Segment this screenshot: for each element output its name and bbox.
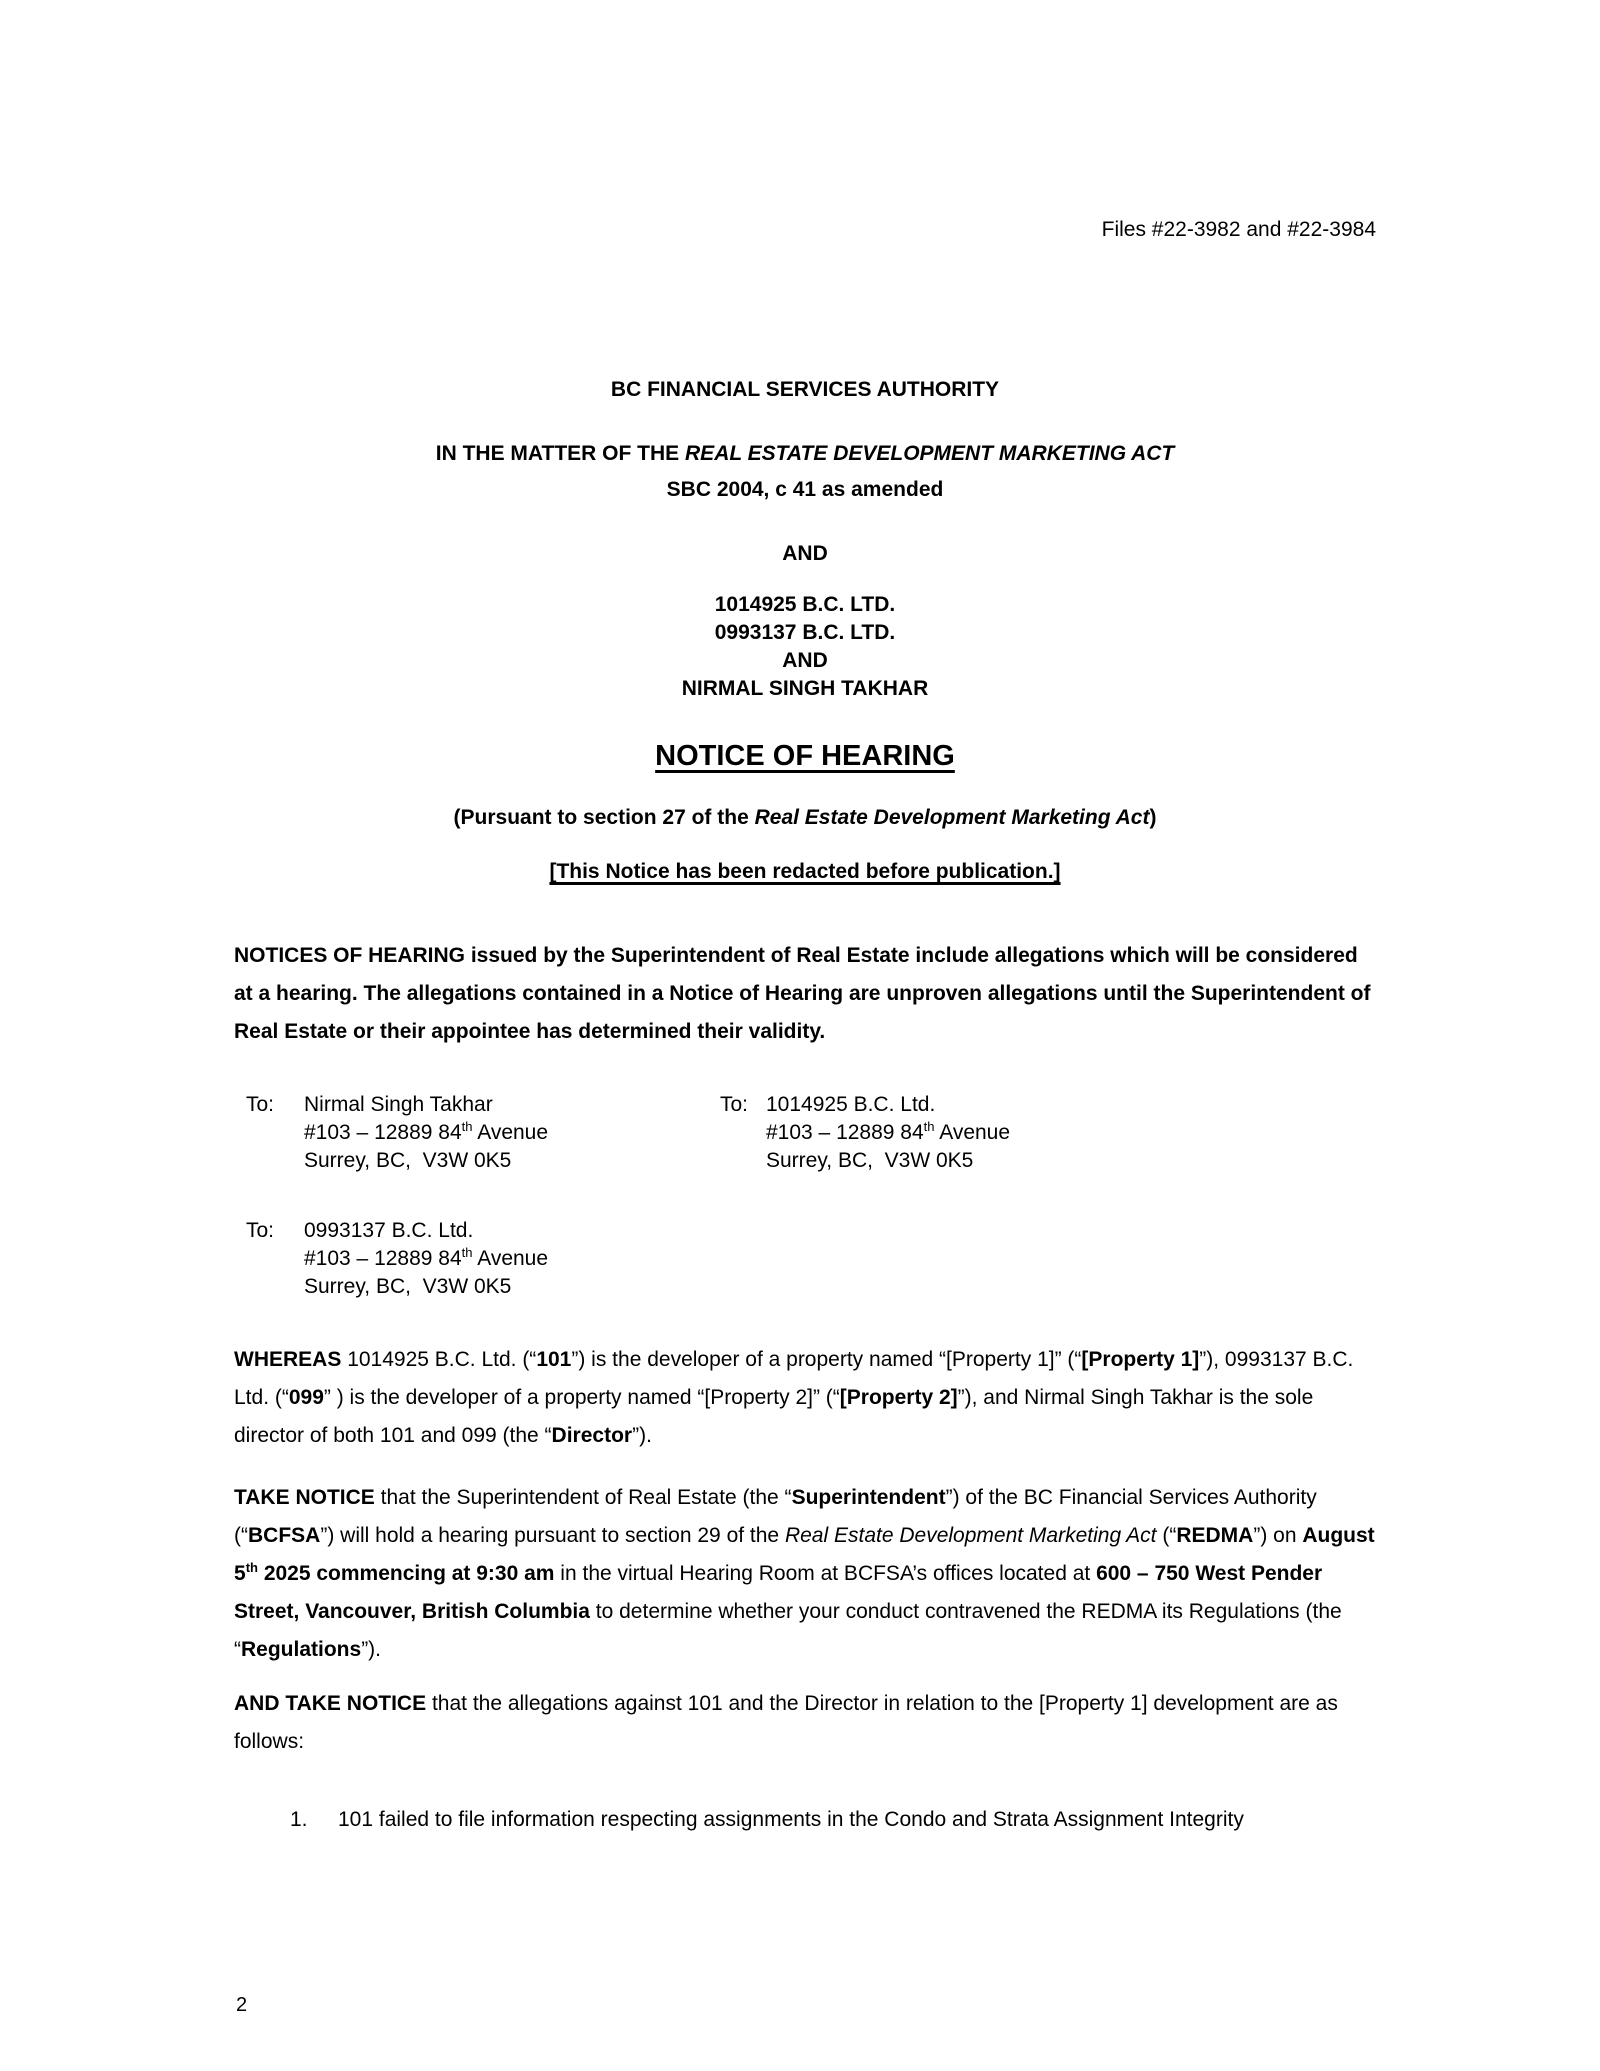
and-separator: AND bbox=[782, 542, 828, 565]
party-line: 0993137 B.C. LTD. bbox=[714, 621, 896, 644]
recipient-block bbox=[720, 1091, 1010, 1175]
notice-title: NOTICE OF HEARING bbox=[655, 740, 955, 772]
parties-block bbox=[234, 591, 1376, 703]
recipient-name: 0993137 B.C. Ltd. bbox=[304, 1219, 474, 1242]
to-label: To: bbox=[720, 1093, 749, 1116]
recipients-row bbox=[234, 1217, 1376, 1301]
party-line: AND bbox=[782, 649, 828, 672]
whereas-paragraph: WHEREAS 1014925 B.C. Ltd. (“101”) is the developer of a property named “[Property 1]” (“[Property 1]”), 0993137 B.C. Ltd. (“099” ) is the developer of a property named “[Property 2]” (“[Property 2]”), and Nirmal Singh Takhar is the sole director of both 101 and 099 (the “Director”). bbox=[234, 1348, 1354, 1447]
recipient-street: #103 – 12889 84th Avenue bbox=[304, 1119, 549, 1144]
recipient-city: Surrey, BC, V3W 0K5 bbox=[304, 1275, 512, 1298]
allegation-text: 101 failed to file information respecting assignments in the Condo and Strata Assignment Integrity bbox=[338, 1808, 1244, 1831]
to-label: To: bbox=[246, 1219, 275, 1242]
party-line: NIRMAL SINGH TAKHAR bbox=[681, 677, 929, 700]
to-label: To: bbox=[246, 1093, 275, 1116]
party-line: 1014925 B.C. LTD. bbox=[714, 593, 896, 616]
recipient-address-block bbox=[304, 1217, 548, 1301]
allegation-number: 1. bbox=[290, 1808, 308, 1831]
matter-line: IN THE MATTER OF THE REAL ESTATE DEVELOPMENT MARKETING ACT bbox=[435, 442, 1175, 465]
recipient-address-block bbox=[766, 1091, 1010, 1175]
redaction-notice: [This Notice has been redacted before publication.] bbox=[549, 860, 1061, 883]
recipient-street: #103 – 12889 84th Avenue bbox=[766, 1119, 1011, 1144]
recipient-city: Surrey, BC, V3W 0K5 bbox=[304, 1149, 512, 1172]
file-reference: Files #22-3982 and #22-3984 bbox=[1101, 218, 1376, 241]
allegations-list bbox=[234, 1801, 1376, 1839]
recipient-address-block bbox=[304, 1091, 548, 1175]
authority-title: BC FINANCIAL SERVICES AUTHORITY bbox=[610, 378, 1000, 401]
and-take-notice-paragraph: AND TAKE NOTICE that the allegations against 101 and the Director in relation to the [Property 1] development are as follows: bbox=[234, 1692, 1338, 1753]
recipient-block bbox=[246, 1217, 720, 1301]
recipient-name: Nirmal Singh Takhar bbox=[304, 1093, 493, 1116]
recipient-block bbox=[246, 1091, 720, 1175]
page-number: 2 bbox=[236, 1994, 248, 2016]
take-notice-paragraph: TAKE NOTICE that the Superintendent of Real Estate (the “Superintendent”) of the BC Financial Services Authority (“BCFSA”) will hold a hearing pursuant to section 29 of the Real Estate Development Marketing Act (“REDMA”) on August 5th 2025 commencing at 9:30 am in the virtual Hearing Room at BCFSA’s offices located at 600 – 750 West Pender Street, Vancouver, British Columbia to determine whether your conduct contravened the REDMA its Regulations (the “Regulations”). bbox=[234, 1486, 1375, 1661]
recipient-city: Surrey, BC, V3W 0K5 bbox=[766, 1149, 974, 1172]
recipient-street: #103 – 12889 84th Avenue bbox=[304, 1245, 549, 1270]
disclaimer-paragraph: NOTICES OF HEARING issued by the Superintendent of Real Estate include allegations which will be considered at a hearing. The allegations contained in a Notice of Hearing are unproven allegations until the Superintendent of Real Estate or their appointee has determined their validity. bbox=[234, 944, 1371, 1043]
statute-line: SBC 2004, c 41 as amended bbox=[666, 478, 944, 501]
pursuant-line: (Pursuant to section 27 of the Real Estate Development Marketing Act) bbox=[453, 806, 1157, 829]
allegation-item bbox=[290, 1801, 1376, 1839]
recipients-row bbox=[234, 1091, 1376, 1175]
recipient-name: 1014925 B.C. Ltd. bbox=[766, 1093, 936, 1116]
